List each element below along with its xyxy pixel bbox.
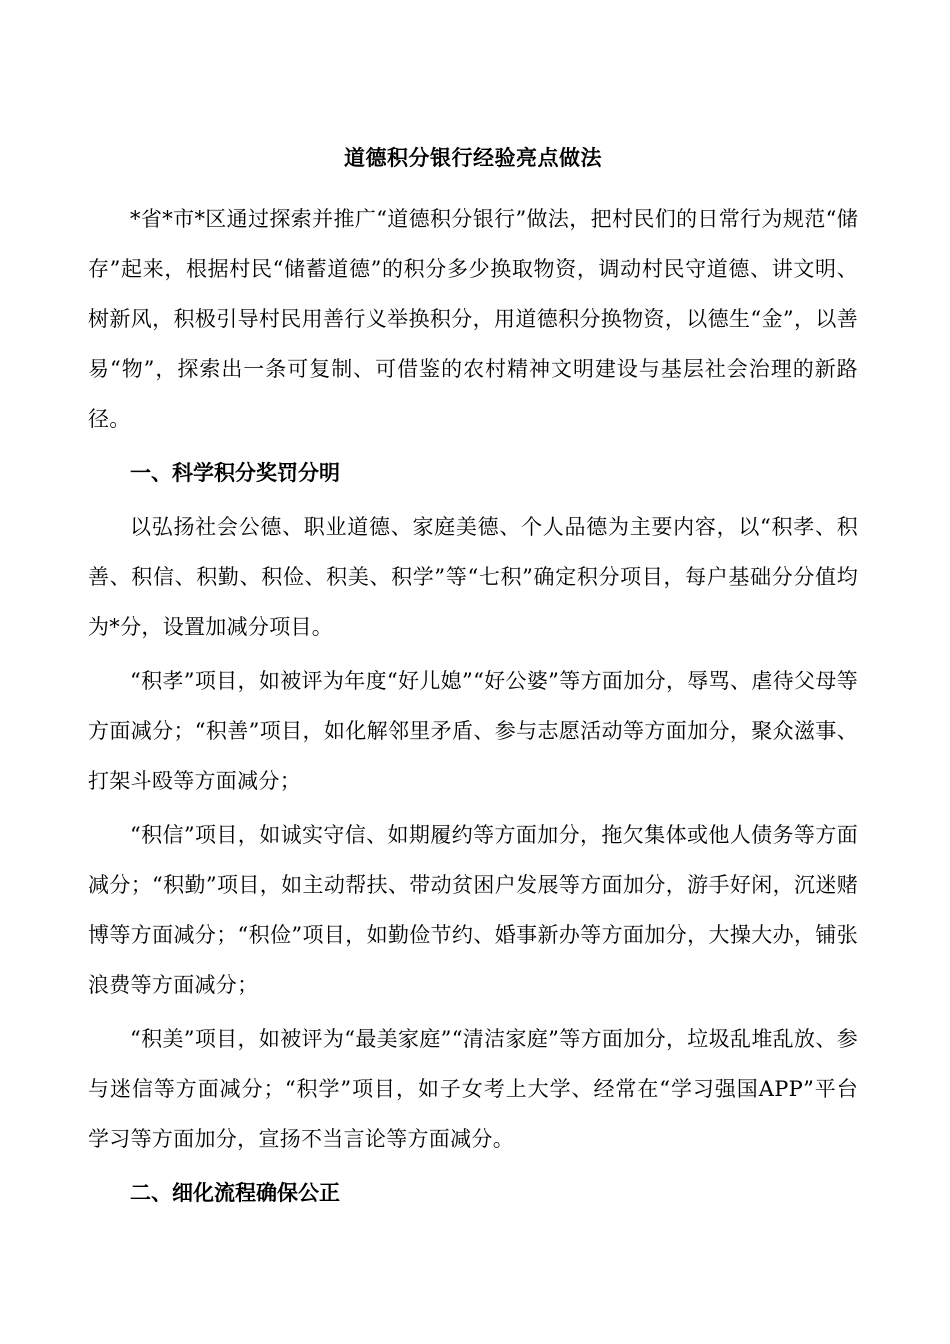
body-paragraph: “积信”项目，如诚实守信、如期履约等方面加分，拖欠集体或他人债务等方面减分；“积勤”项目，如主动帮扶、带动贫困户发展等方面加分，游手好闲，沉迷赌博等方面减分；“积俭”项目，如勤俭节约、婚事新办等方面加分，大操大办，铺张浪费等方面减分； xyxy=(88,823,858,997)
intro-paragraph: *省*市*区通过探索并推广“道德积分银行”做法，把村民们的日常行为规范“储存”起来，根据村民“储蓄道德”的积分多少换取物资，调动村民守道德、讲文明、树新风，积极引导村民用善行义举换积分，用道德积分换物资，以德生“金”，以善易“物”，探索出一条可复制、可借鉴的农村精神文明建设与基层社会治理的新路径。 xyxy=(88,207,858,431)
body-paragraph: “积美”项目，如被评为“最美家庭”“清洁家庭”等方面加分，垃圾乱堆乱放、参与迷信等方面减分；“积学”项目，如子女考上大学、经常在“学习强国APP”平台学习等方面加分，宣扬不当言论等方面减分。 xyxy=(88,1027,858,1151)
section-heading-1: 一、科学积分奖罚分明 xyxy=(130,460,340,485)
body-paragraph: 以弘扬社会公德、职业道德、家庭美德、个人品德为主要内容，以“积孝、积善、积信、积勤、积俭、积美、积学”等“七积”确定积分项目，每户基础分分值均为*分，设置加减分项目。 xyxy=(88,515,858,639)
section-heading-2: 二、细化流程确保公正 xyxy=(130,1180,340,1205)
body-paragraph: “积孝”项目，如被评为年度“好儿媳”“好公婆”等方面加分，辱骂、虐待父母等方面减分；“积善”项目，如化解邻里矛盾、参与志愿活动等方面加分，聚众滋事、打架斗殴等方面减分； xyxy=(88,669,858,793)
document-body xyxy=(88,138,858,1218)
document-title: 道德积分银行经验亮点做法 xyxy=(344,145,602,170)
